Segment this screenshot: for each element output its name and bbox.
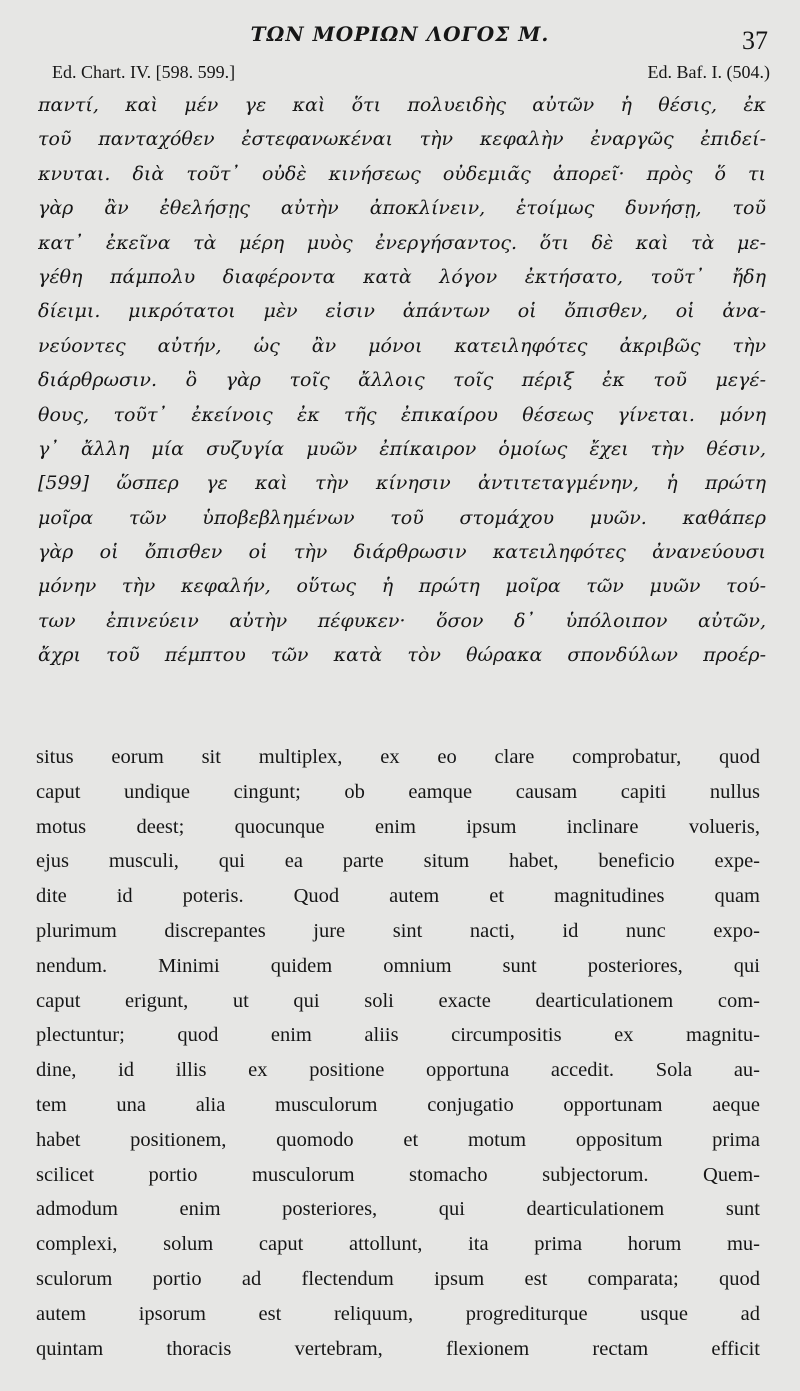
- latin-text-line: caput undique cingunt; ob eamque causam capiti nullus: [36, 780, 760, 803]
- greek-text-line: των ἐπινεύειν αὐτὴν πέφυκεν· ὅσον δ᾽ ὑπόλοιπον αὐτῶν,: [38, 609, 766, 632]
- page-number: 37: [742, 26, 768, 55]
- greek-text-line: δίειμι. μικρότατοι μὲν εἰσιν ἁπάντων οἱ ὄπισθεν, οἱ ἀνα-: [38, 300, 766, 323]
- greek-text-line: τοῦ πανταχόθεν ἐστεφανωκέναι τὴν κεφαλὴν ἐναργῶς ἐπιδεί-: [38, 128, 766, 151]
- latin-text-line: motus deest; quocunque enim ipsum inclinare volueris,: [36, 815, 760, 838]
- latin-text-line: dine, id illis ex positione opportuna accedit. Sola au-: [36, 1059, 760, 1082]
- greek-text-line: παντί, καὶ μέν γε καὶ ὅτι πολυειδὴς αὐτῶν ἡ θέσις, ἐκ: [38, 94, 766, 116]
- latin-text-block: [36, 740, 760, 1366]
- greek-text-line: κατ᾽ ἐκεῖνα τὰ μέρη μυὸς ἐνεργήσαντος. ὅτι δὲ καὶ τὰ με-: [38, 231, 766, 254]
- latin-text-line: plurimum discrepantes jure sint nacti, id nunc expo-: [36, 919, 760, 942]
- greek-text-line: [599] ὥσπερ γε καὶ τὴν κίνησιν ἀντιτεταγμένην, ἡ πρώτη: [38, 472, 766, 495]
- latin-text-line: complexi, solum caput attollunt, ita prima horum mu-: [36, 1233, 760, 1256]
- greek-text-line: μόνην τὴν κεφαλήν, οὕτως ἡ πρώτη μοῖρα τῶν μυῶν τού-: [38, 575, 766, 598]
- edition-reference-basel: Ed. Baf. I. (504.): [647, 62, 770, 82]
- greek-text-line: ἄχρι τοῦ πέμπτου τῶν κατὰ τὸν θώρακα σπονδύλων προέρ-: [38, 644, 766, 667]
- greek-text-line: γὰρ ἂν ἐθελήσῃς αὐτὴν ἀποκλίνειν, ἑτοίμως δυνήσῃ, τοῦ: [38, 197, 766, 220]
- greek-text-line: νεύοντες αὐτήν, ὡς ἂν μόνοι κατειληφότες ἀκριβῶς τὴν: [38, 334, 766, 357]
- greek-text-line: θους, τοῦτ᾽ ἐκείνοις ἐκ τῆς ἐπικαίρου θέσεως γίνεται. μόνη: [38, 403, 766, 426]
- greek-text-line: κνυται. διὰ τοῦτ᾽ οὐδὲ κινήσεως οὐδεμιᾶς ἀπορεῖ· πρὸς ὅ τι: [38, 162, 766, 185]
- greek-text-block: [38, 88, 766, 673]
- latin-text-line: dite id poteris. Quod autem et magnitudines quam: [36, 885, 760, 908]
- latin-text-line: ejus musculi, qui ea parte situm habet, beneficio expe-: [36, 850, 760, 873]
- latin-text-line: tem una alia musculorum conjugatio opportunam aeque: [36, 1093, 760, 1116]
- latin-text-line: nendum. Minimi quidem omnium sunt posteriores, qui: [36, 954, 760, 977]
- latin-text-line: sculorum portio ad flectendum ipsum est comparata; quod: [36, 1267, 760, 1290]
- latin-text-line: caput erigunt, ut qui soli exacte dearticulationem com-: [36, 989, 760, 1012]
- edition-reference-chartier: Ed. Chart. IV. [598. 599.]: [52, 62, 236, 82]
- latin-text-line: habet positionem, quomodo et motum oppositum prima: [36, 1128, 760, 1151]
- greek-text-line: μοῖρα τῶν ὑποβεβλημένων τοῦ στομάχου μυῶν. καθάπερ: [38, 506, 766, 529]
- greek-text-line: γὰρ οἱ ὄπισθεν οἱ τὴν διάρθρωσιν κατειληφότες ἀνανεύουσι: [38, 541, 766, 564]
- greek-text-line: γ᾽ ἄλλη μία συζυγία μυῶν ἐπίκαιρον ὁμοίως ἔχει τὴν θέσιν,: [38, 437, 766, 460]
- latin-text-line: autem ipsorum est reliquum, progrediturque usque ad: [36, 1302, 760, 1325]
- latin-text-line: admodum enim posteriores, qui dearticulationem sunt: [36, 1198, 760, 1221]
- latin-text-line: plectuntur; quod enim aliis circumpositis ex magnitu-: [36, 1024, 760, 1047]
- greek-text-line: διάρθρωσιν. ὃ γὰρ τοῖς ἄλλοις τοῖς πέριξ ἐκ τοῦ μεγέ-: [38, 369, 766, 392]
- latin-text-line: situs eorum sit multiplex, ex eo clare comprobatur, quod: [36, 746, 760, 768]
- greek-text-line: γέθη πάμπολυ διαφέροντα κατὰ λόγον ἐκτήσατο, τοῦτ᾽ ἤδη: [38, 265, 766, 288]
- latin-text-line: quintam thoracis vertebram, flexionem rectam efficit: [36, 1337, 760, 1360]
- running-title: ΤΩΝ ΜΟΡΙΩΝ ΛΟΓΟΣ Μ.: [250, 22, 550, 46]
- latin-text-line: scilicet portio musculorum stomacho subjectorum. Quem-: [36, 1163, 760, 1186]
